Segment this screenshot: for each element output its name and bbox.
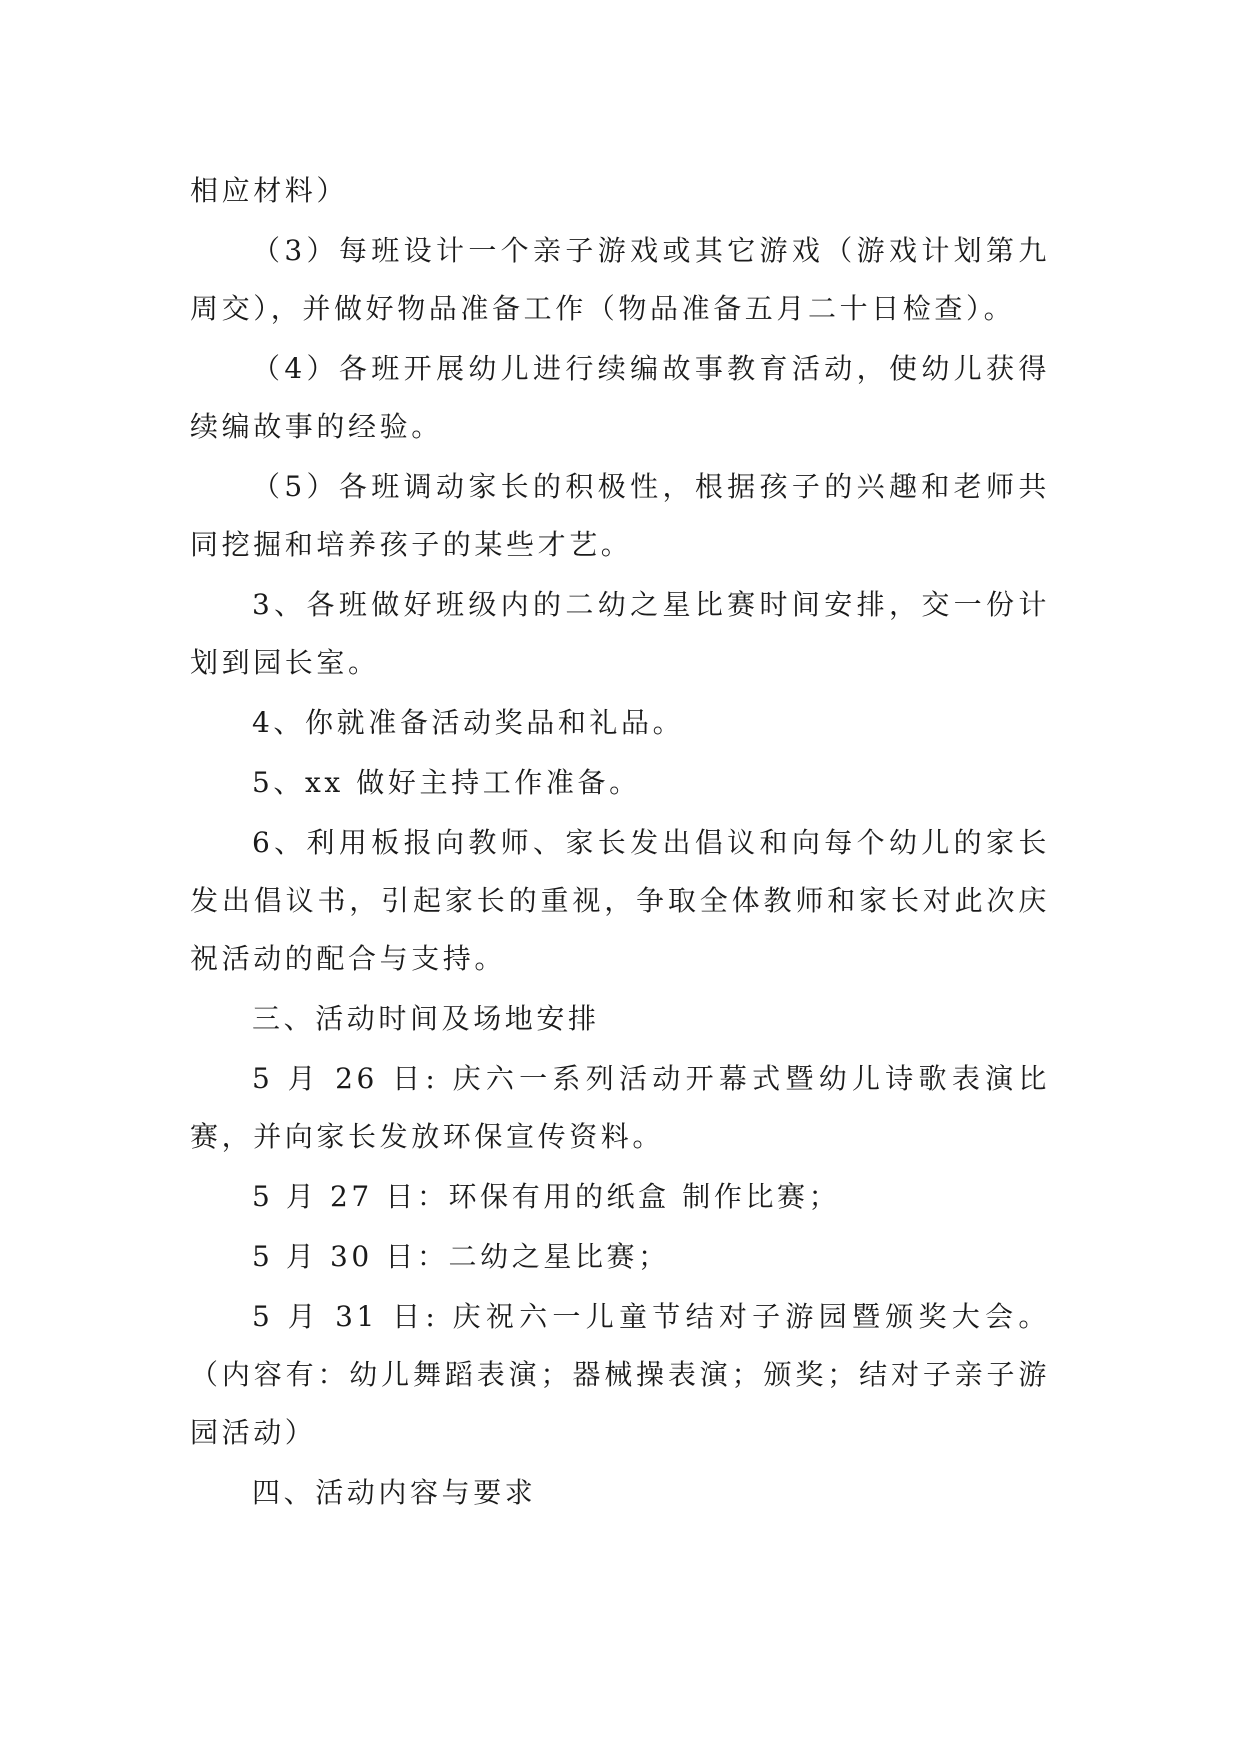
section-heading-content: 四、活动内容与要求 (252, 1476, 537, 1509)
paragraph-item-3-sub: （3）每班设计一个亲子游戏或其它游戏（游戏计划第九周交），并做好物品准备工作（物品准备五月二十日检查）。 (190, 234, 1050, 325)
paragraph-item-3: 3、各班做好班级内的二幼之星比赛时间安排，交一份计划到园长室。 (190, 588, 1050, 679)
paragraph-item-4-sub: （4）各班开展幼儿进行续编故事教育活动，使幼儿获得续编故事的经验。 (190, 352, 1050, 443)
paragraph-item-5: 5、xx 做好主持工作准备。 (252, 766, 641, 799)
section-heading-schedule: 三、活动时间及场地安排 (252, 1002, 600, 1035)
schedule-item-may-27: 5 月 27 日：环保有用的纸盒 制作比赛； (252, 1180, 841, 1213)
paragraph-item-4: 4、你就准备活动奖品和礼品。 (252, 706, 685, 739)
schedule-item-may-26: 5 月 26 日: 庆六一系列活动开幕式暨幼儿诗歌表演比赛，并向家长发放环保宣传资料。 (190, 1062, 1050, 1153)
paragraph-item-6: 6、利用板报向教师、家长发出倡议和向每个幼儿的家长发出倡议书，引起家长的重视，争取全体教师和家长对此次庆祝活动的配合与支持。 (190, 826, 1050, 975)
schedule-item-may-30: 5 月 30 日：二幼之星比赛； (252, 1240, 670, 1273)
schedule-item-may-31: 5 月 31 日: 庆祝六一儿童节结对子游园暨颁奖大会。（内容有：幼儿舞蹈表演；器械操表演；颁奖；结对子亲子游园活动） (190, 1300, 1050, 1449)
document-body (190, 162, 1050, 1522)
paragraph-continuation: 相应材料） (190, 174, 349, 207)
paragraph-item-5-sub: （5）各班调动家长的积极性，根据孩子的兴趣和老师共同挖掘和培养孩子的某些才艺。 (190, 470, 1050, 561)
